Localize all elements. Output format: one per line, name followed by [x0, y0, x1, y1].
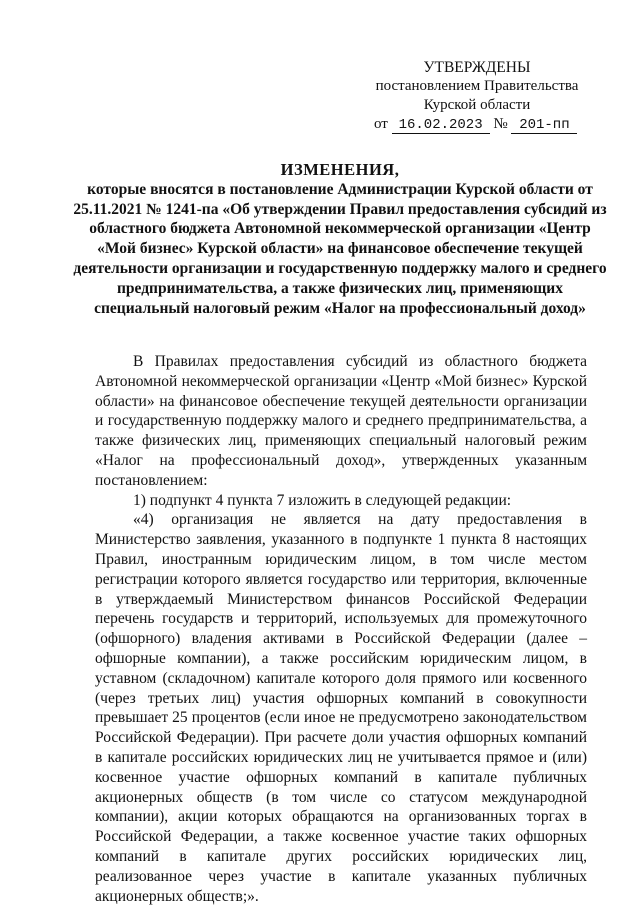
number-prefix: № [493, 116, 508, 132]
approval-region: Курской области [423, 97, 531, 113]
approval-number: 201-пп [511, 117, 577, 134]
approval-title: УТВЕРЖДЕНЫ [423, 59, 531, 76]
body-paragraph-quote: «4) организация не является на дату предоставления в Министерство заявления, указанного в подпункте 1 пункта 8 настоящих Правил, иностранным юридическим лицом, в том числе местом регистрации которого является государство или территория, включенные в утверждаемый Министерством финансов Российской Федерации перечень государств и территорий, используемых для промежуточного (офшорного) владения активами в Российской Федерации (далее – офшорные компании), а также российским юридическим лицом, в уставном (складочном) капитале которого доля прямого или косвенного (через третьих лиц) участия офшорных компаний в совокупности превышает 25 процентов (если иное не предусмотрено законодательством Российской Федерации). При расчете доли участия офшорных компаний в капитале российских юридических лиц не учитывается прямое и (или) косвенное участие офшорных компаний в капитале публичных акционерных обществ (в том числе со статусом международной компании), акции которых обращаются на организованных торгах в Российской Федерации, а также косвенное участие таких офшорных компаний в капитале других российских юридических лиц, реализованное через участие в капитале указанных публичных акционерных обществ;». [95, 511, 587, 905]
approval-block [362, 58, 592, 134]
heading-subtitle: которые вносятся в постановление Администрации Курской области от 25.11.2021 № 1241-па «Об утверждении Правил предоставления субсидий из областного бюджета Автономной некоммерческой организации «Центр «Мой бизнес» Курской области» на финансовое обеспечение текущей деятельности организации и государственную поддержку малого и среднего предпринимательства, а также физических лиц, применяющих специальный налоговый режим «Налог на профессиональный доход» [73, 180, 607, 317]
document-heading [70, 160, 610, 318]
heading-title: ИЗМЕНЕНИЯ, [280, 160, 400, 179]
date-prefix: от [374, 116, 388, 132]
body-paragraph-item: 1) подпункт 4 пункта 7 изложить в следующей редакции: [133, 491, 512, 509]
approval-issuer: постановлением Правительства [375, 78, 579, 94]
approval-date-row [362, 115, 592, 134]
document-body [95, 352, 587, 906]
body-paragraph-intro: В Правилах предоставления субсидий из областного бюджета Автономной некоммерческой организации «Центр «Мой бизнес» Курской области» на финансовое обеспечение текущей деятельности организации и государственную поддержку малого и среднего предпринимательства, а также физических лиц, применяющих специальный налоговый режим «Налог на профессиональный доход», утвержденных указанным постановлением: [95, 353, 587, 489]
approval-date: 16.02.2023 [392, 117, 490, 134]
